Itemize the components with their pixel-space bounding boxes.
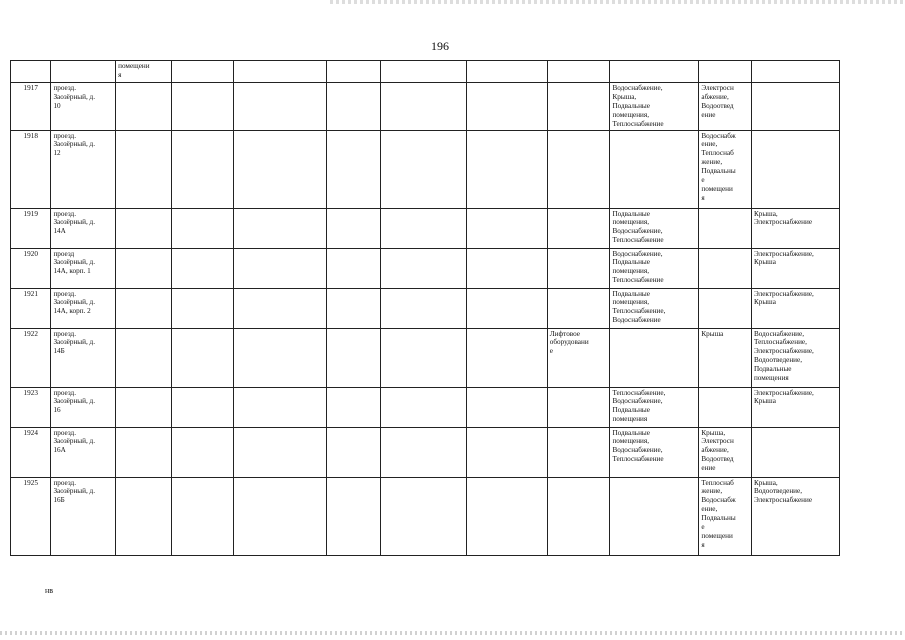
table-row <box>11 328 840 387</box>
scan-artifact-top <box>330 0 905 4</box>
scan-artifact-bottom <box>0 631 905 635</box>
address-cell: проезд. Заозёрный, д. 10 <box>51 83 116 131</box>
works-cell-10: Крыша, Электросн абжение, Водоотвед ение <box>699 427 752 477</box>
works-cell-11: Крыша, Электроснабжение <box>751 208 839 248</box>
table-row <box>11 427 840 477</box>
row-number: 1924 <box>11 427 51 477</box>
header-cell: помещени я <box>116 61 172 83</box>
works-cell-9: Водоснабжение, Крыша, Подвальные помещения, Теплоснабжение <box>610 83 699 131</box>
row-number: 1919 <box>11 208 51 248</box>
address-cell: проезд. Заозёрный, д. 12 <box>51 130 116 208</box>
works-cell-9: Водоснабжение, Подвальные помещения, Теплоснабжение <box>610 248 699 288</box>
table-row <box>11 130 840 208</box>
row-number: 1918 <box>11 130 51 208</box>
works-cell-11 <box>751 83 839 131</box>
works-cell-8 <box>547 208 610 248</box>
works-cell-10 <box>699 248 752 288</box>
works-cell-10 <box>699 288 752 328</box>
address-cell: проезд. Заозёрный, д. 14А, корп. 2 <box>51 288 116 328</box>
works-cell-9: Подвальные помещения, Водоснабжение, Теплоснабжение <box>610 427 699 477</box>
works-cell-8 <box>547 130 610 208</box>
works-cell-11 <box>751 130 839 208</box>
row-number: 1923 <box>11 387 51 427</box>
address-cell: проезд. Заозёрный, д. 14Б <box>51 328 116 387</box>
works-cell-11: Электроснабжение, Крыша <box>751 248 839 288</box>
works-cell-8 <box>547 477 610 555</box>
table-row <box>11 387 840 427</box>
works-cell-10 <box>699 208 752 248</box>
works-cell-8 <box>547 83 610 131</box>
works-cell-10: Крыша <box>699 328 752 387</box>
works-cell-8 <box>547 288 610 328</box>
works-cell-10 <box>699 387 752 427</box>
works-cell-9: Подвальные помещения, Теплоснабжение, Водоснабжение <box>610 288 699 328</box>
row-number: 1921 <box>11 288 51 328</box>
works-cell-11: Электроснабжение, Крыша <box>751 288 839 328</box>
works-cell-11: Крыша, Водоотведение, Электроснабжение <box>751 477 839 555</box>
works-cell-11: Электроснабжение, Крыша <box>751 387 839 427</box>
works-cell-10: Электросн абжение, Водоотвед ение <box>699 83 752 131</box>
works-cell-8: Лифтовое оборудовани е <box>547 328 610 387</box>
address-cell: проезд. Заозёрный, д. 16 <box>51 387 116 427</box>
address-cell: проезд Заозёрный, д. 14А, корп. 1 <box>51 248 116 288</box>
works-cell-10: Водоснабж ение, Теплоснаб жение, Подвальны е помещени я <box>699 130 752 208</box>
row-number: 1925 <box>11 477 51 555</box>
table-row <box>11 208 840 248</box>
table-row <box>11 477 840 555</box>
address-cell: проезд. Заозёрный, д. 16Б <box>51 477 116 555</box>
works-cell-11: Водоснабжение, Теплоснабжение, Электроснабжение, Водоотведение, Подвальные помещения <box>751 328 839 387</box>
works-cell-9: Теплоснабжение, Водоснабжение, Подвальные помещения <box>610 387 699 427</box>
row-number: 1917 <box>11 83 51 131</box>
repair-schedule-table <box>10 60 840 556</box>
table-row <box>11 288 840 328</box>
footer-note: нв <box>45 586 54 595</box>
header-row <box>11 61 840 83</box>
works-cell-8 <box>547 248 610 288</box>
page-number: 196 <box>431 39 449 53</box>
row-number: 1920 <box>11 248 51 288</box>
address-cell: проезд. Заозёрный, д. 14А <box>51 208 116 248</box>
works-cell-8 <box>547 427 610 477</box>
works-cell-9 <box>610 477 699 555</box>
works-cell-11 <box>751 427 839 477</box>
works-cell-9: Подвальные помещения, Водоснабжение, Теплоснабжение <box>610 208 699 248</box>
works-cell-9 <box>610 130 699 208</box>
works-cell-10: Теплоснаб жение, Водоснабж ение, Подвальны е помещени я <box>699 477 752 555</box>
works-cell-8 <box>547 387 610 427</box>
address-cell: проезд. Заозёрный, д. 16А <box>51 427 116 477</box>
works-cell-9 <box>610 328 699 387</box>
row-number: 1922 <box>11 328 51 387</box>
table-row <box>11 248 840 288</box>
table-row <box>11 83 840 131</box>
